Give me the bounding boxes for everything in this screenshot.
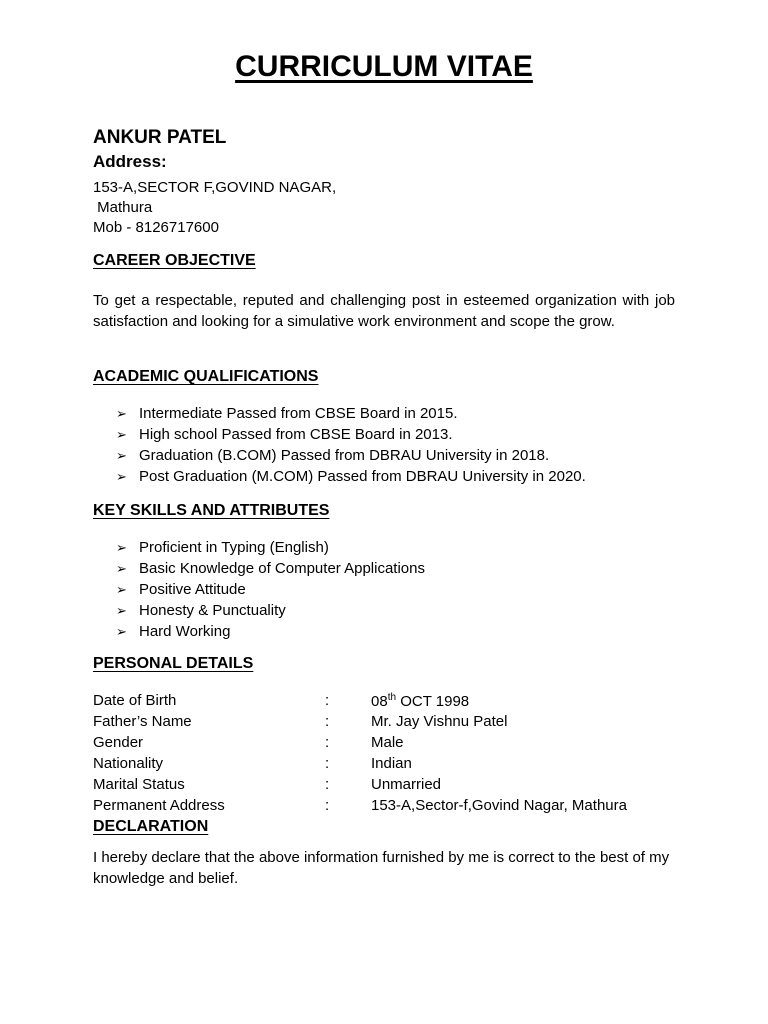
marital-status-label: Marital Status <box>93 776 185 793</box>
permanent-address-label: Permanent Address <box>93 797 225 814</box>
address-line-2: Mathura <box>93 199 153 216</box>
address-line-1: 153-A,SECTOR F,GOVIND NAGAR, <box>93 179 337 196</box>
marital-status-value: Unmarried <box>371 776 442 793</box>
colon: : <box>325 713 330 730</box>
arrow-bullet-icon: ➢ <box>116 469 127 484</box>
colon: : <box>325 734 330 751</box>
document-title-text: CURRICULUM VITAE <box>235 50 533 83</box>
document-title <box>0 50 768 84</box>
list-item: ➢ High school Passed from CBSE Board in 2013. <box>116 426 453 443</box>
arrow-bullet-icon: ➢ <box>116 406 127 421</box>
father-name-value: Mr. Jay Vishnu Patel <box>371 713 508 730</box>
list-item: ➢ Graduation (B.COM) Passed from DBRAU University in 2018. <box>116 447 550 464</box>
list-item: ➢ Post Graduation (M.COM) Passed from DBRAU University in 2020. <box>116 468 586 485</box>
gender-label: Gender <box>93 734 144 751</box>
marital-status-row <box>93 776 693 797</box>
gender-row <box>93 734 693 755</box>
career-objective-heading: CAREER OBJECTIVE <box>93 252 256 269</box>
declaration-text: I hereby declare that the above information furnished by me is correct to the best of my knowledge and belief. <box>93 849 670 887</box>
address-label: Address: <box>93 152 167 171</box>
colon: : <box>325 797 330 814</box>
arrow-bullet-icon: ➢ <box>116 561 127 576</box>
dob-label: Date of Birth <box>93 692 177 709</box>
list-item: ➢ Intermediate Passed from CBSE Board in 2015. <box>116 405 458 422</box>
arrow-bullet-icon: ➢ <box>116 427 127 442</box>
dob-value: 08th OCT 1998 <box>371 692 470 710</box>
list-item: ➢ Proficient in Typing (English) <box>116 539 329 556</box>
nationality-row <box>93 755 693 776</box>
academic-heading: ACADEMIC QUALIFICATIONS <box>93 368 319 385</box>
nationality-value: Indian <box>371 755 412 772</box>
nationality-label: Nationality <box>93 755 164 772</box>
dob-row <box>93 692 693 713</box>
permanent-address-row <box>93 797 693 818</box>
permanent-address-value: 153-A,Sector-f,Govind Nagar, Mathura <box>371 797 627 814</box>
gender-value: Male <box>371 734 404 751</box>
arrow-bullet-icon: ➢ <box>116 624 127 639</box>
arrow-bullet-icon: ➢ <box>116 540 127 555</box>
list-item: ➢ Basic Knowledge of Computer Applications <box>116 560 425 577</box>
career-objective-text: To get a respectable, reputed and challenging post in esteemed organization with job satisfaction and looking for a simulative work environment and scope the grow. <box>93 292 675 330</box>
father-name-row <box>93 713 693 734</box>
skills-list <box>116 537 425 642</box>
list-item: ➢ Hard Working <box>116 623 231 640</box>
mobile-number: Mob - 8126717600 <box>93 219 219 236</box>
personal-details-heading: PERSONAL DETAILS <box>93 655 254 672</box>
skills-heading: KEY SKILLS AND ATTRIBUTES <box>93 502 330 519</box>
declaration-heading: DECLARATION <box>93 818 209 835</box>
colon: : <box>325 776 330 793</box>
arrow-bullet-icon: ➢ <box>116 448 127 463</box>
list-item: ➢ Positive Attitude <box>116 581 246 598</box>
list-item: ➢ Honesty & Punctuality <box>116 602 286 619</box>
colon: : <box>325 755 330 772</box>
academic-list <box>116 403 586 487</box>
arrow-bullet-icon: ➢ <box>116 603 127 618</box>
arrow-bullet-icon: ➢ <box>116 582 127 597</box>
candidate-name: ANKUR PATEL <box>93 127 227 148</box>
colon: : <box>325 692 330 709</box>
father-name-label: Father’s Name <box>93 713 192 730</box>
